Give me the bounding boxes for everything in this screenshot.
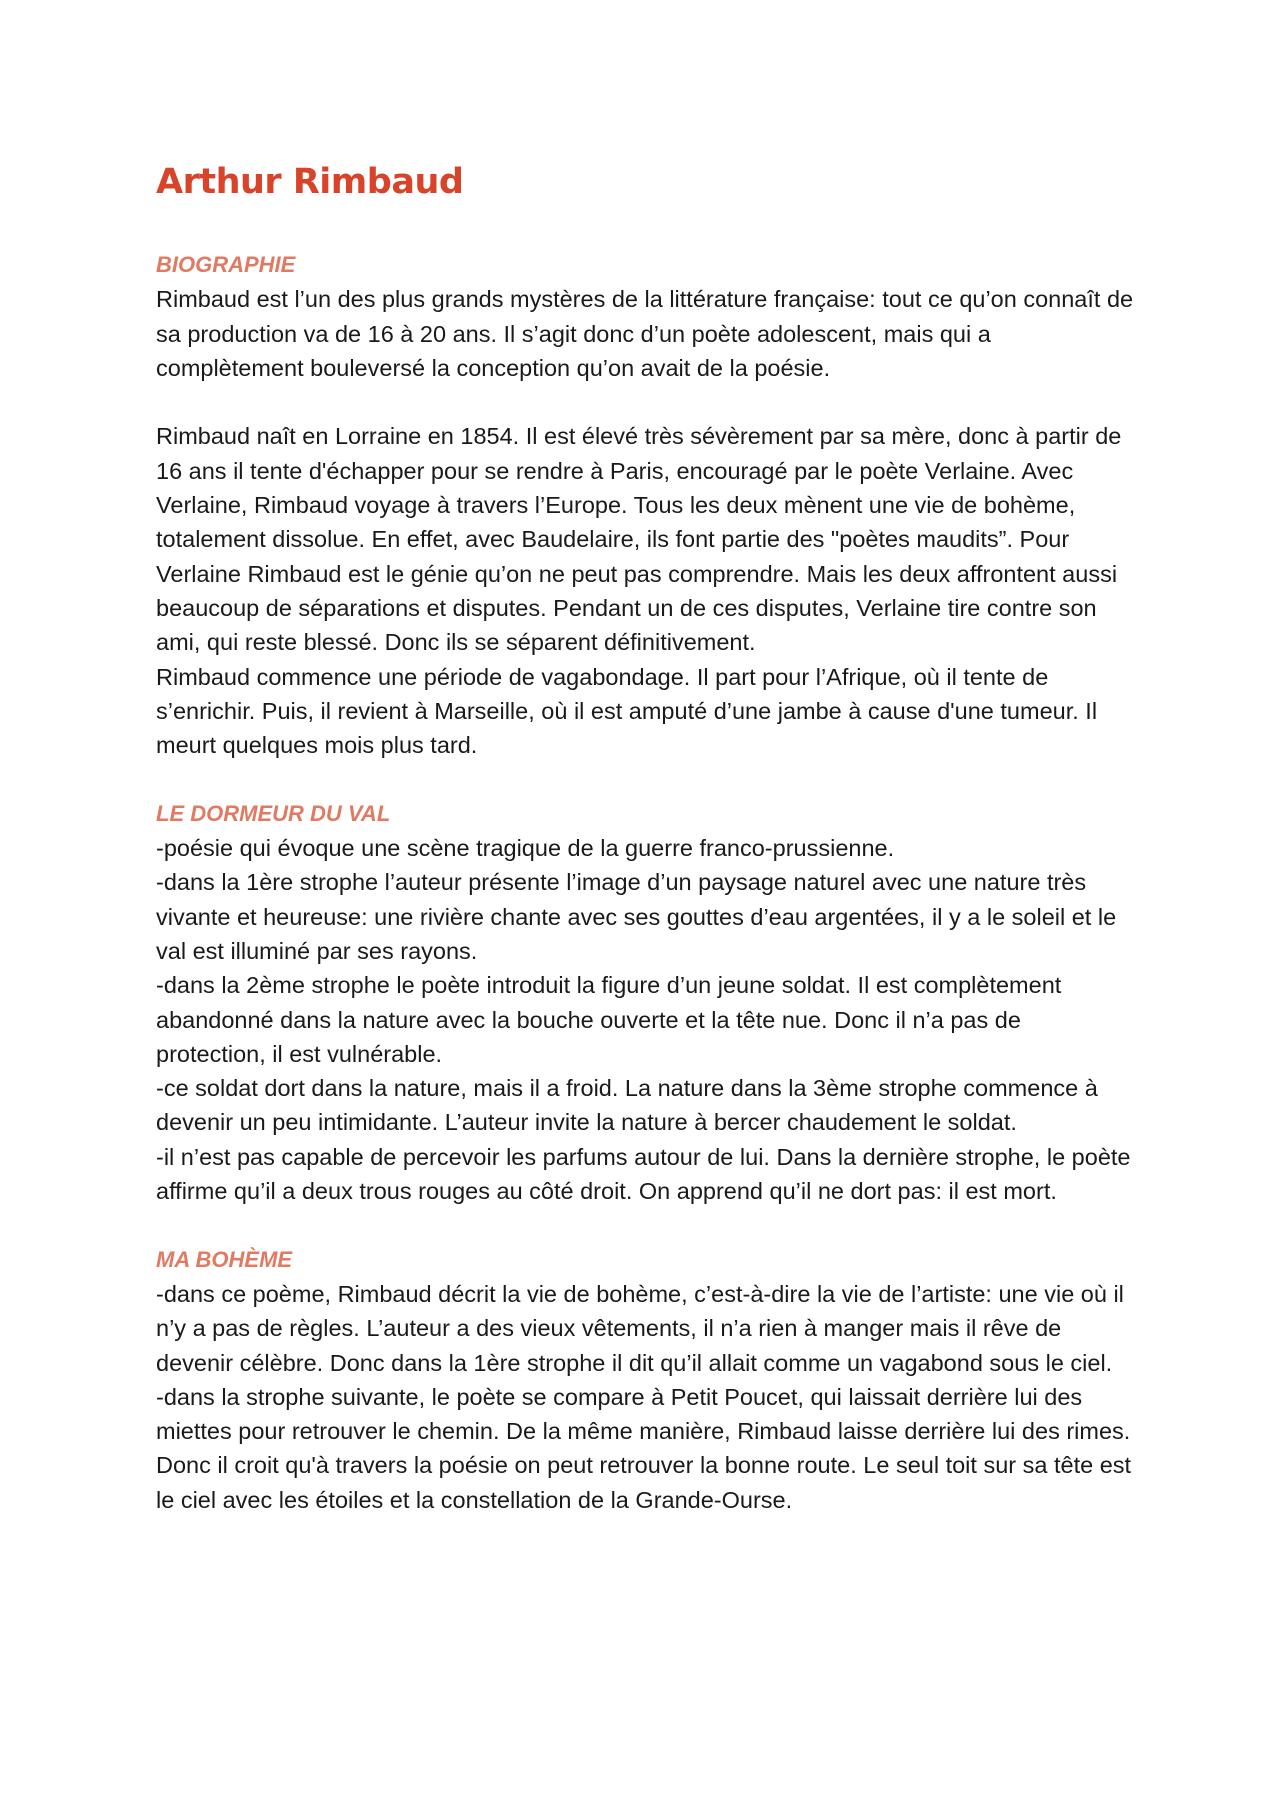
paragraph: -poésie qui évoque une scène tragique de la guerre franco-prussienne. bbox=[156, 835, 895, 862]
paragraph: -dans la 2ème strophe le poète introduit la figure d’un jeune soldat. Il est complètement abandonné dans la nature avec la bouche ouverte et la tête nue. Donc il n’a pas de protection, il est vulnérable. bbox=[156, 972, 1062, 1067]
paragraph: -dans ce poème, Rimbaud décrit la vie de bohème, c’est-à-dire la vie de l’artiste: une vie où il n’y a pas de règles. L’auteur a des vieux vêtements, il n’a rien à manger mais il rêve de devenir célèbre. Donc dans la 1ère strophe il dit qu’il allait comme un vagabond sous le ciel. bbox=[156, 1280, 1124, 1376]
section-biographie bbox=[156, 248, 1136, 762]
paragraph: Rimbaud naît en Lorraine en 1854. Il est élevé très sévèrement par sa mère, donc à partir de 16 ans il tente d'échapper pour se rendre à Paris, encouragé par le poète Verlaine. Avec Verlaine, Rimbaud voyage à travers l’Europe. Tous les deux mènent une vie de bohème, totalement dissolue. En effet, avec Baudelaire, ils font partie des "poètes maudits”. Pour Verlaine Rimbaud est le génie qu’on ne peut pas comprendre. Mais les deux affrontent aussi beaucoup de séparations et disputes. Pendant un de ces disputes, Verlaine tire contre son ami, qui reste blessé. Donc ils se séparent définitivement. bbox=[156, 423, 1122, 656]
section-heading: LE DORMEUR DU VAL bbox=[156, 800, 391, 826]
blank-line bbox=[156, 1208, 1136, 1242]
paragraph: -dans la 1ère strophe l’auteur présente l’image d’un paysage naturel avec une nature très vivante et heureuse: une rivière chante avec ses gouttes d’eau argentées, il y a le soleil et le val est illuminé par ses rayons. bbox=[156, 869, 1117, 964]
section-ma-boheme bbox=[156, 1243, 1136, 1517]
section-heading: BIOGRAPHIE bbox=[156, 252, 296, 277]
blank-line bbox=[156, 385, 1136, 419]
document-content bbox=[156, 158, 1136, 1517]
blank-line bbox=[156, 762, 1136, 796]
paragraph: Rimbaud est l’un des plus grands mystères de la littérature française: tout ce qu’on connaît de sa production va de 16 à 20 ans. Il s’agit donc d’un poète adolescent, mais qui a complètement bouleversé la conception qu’on avait de la poésie. bbox=[156, 286, 1134, 381]
paragraph: -il n’est pas capable de percevoir les parfums autour de lui. Dans la dernière strophe, le poète affirme qu’il a deux trous rouges au côté droit. On apprend qu’il ne dort pas: il est mort. bbox=[156, 1143, 1131, 1205]
section-heading: MA BOHÈME bbox=[156, 1246, 293, 1272]
document-title: Arthur Rimbaud bbox=[156, 162, 464, 202]
section-le-dormeur-du-val bbox=[156, 797, 1136, 1209]
paragraph: Rimbaud commence une période de vagabondage. Il part pour l’Afrique, où il tente de s’enrichir. Puis, il revient à Marseille, où il est amputé d’une jambe à cause d'une tumeur. Il meurt quelques mois plus tard. bbox=[156, 663, 1098, 759]
paragraph: -dans la strophe suivante, le poète se compare à Petit Poucet, qui laissait derrière lui des miettes pour retrouver le chemin. De la même manière, Rimbaud laisse derrière lui des rimes. Donc il croit qu'à travers la poésie on peut retrouver la bonne route. Le seul toit sur sa tête est le ciel avec les étoiles et la constellation de la Grande-Ourse. bbox=[156, 1383, 1132, 1513]
paragraph: -ce soldat dort dans la nature, mais il a froid. La nature dans la 3ème strophe commence à devenir un peu intimidante. L’auteur invite la nature à bercer chaudement le soldat. bbox=[156, 1075, 1098, 1136]
